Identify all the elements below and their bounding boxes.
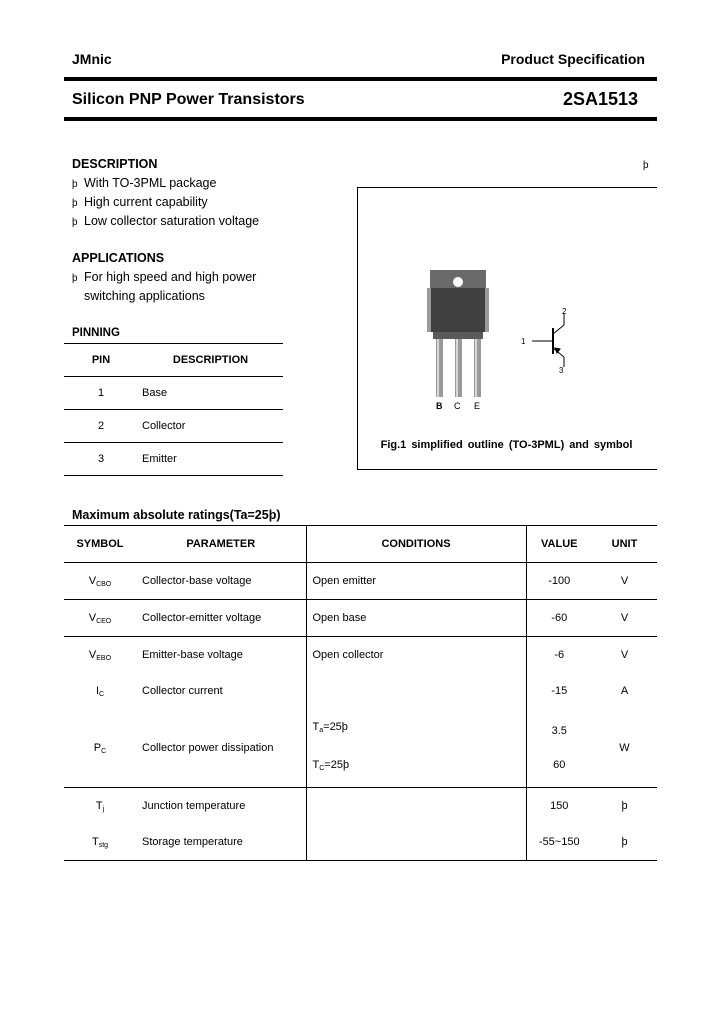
conditions-cell: Open collector: [306, 637, 526, 674]
unit-cell: A: [620, 685, 629, 697]
symbol-cell: $V_{CEO}$: [64, 600, 136, 637]
figure-caption: Fig.1 simplified outline (TO-3PML) and symbol: [380, 439, 633, 451]
value-cell: -55~150: [526, 824, 592, 861]
table-row: [64, 410, 283, 443]
symbol-cell: $V_{CBO}$: [64, 563, 136, 600]
conditions-cell: $T_a=25þ$ $T_C=25þ$: [306, 709, 526, 788]
ratings-table: [64, 525, 657, 861]
value-cell: -60: [526, 600, 592, 637]
symbol-cell: $T_j$: [95, 799, 105, 813]
parameter-cell: Collector power dissipation: [136, 709, 306, 788]
unit-cell: þ: [621, 800, 628, 812]
header-rule-top: [64, 77, 657, 81]
symbol-pin-1: 1: [521, 337, 526, 346]
pin-number: 1: [64, 377, 138, 410]
symbol-cell: $T_{stg}$: [64, 824, 136, 861]
description-heading: DESCRIPTION: [72, 157, 158, 171]
conditions-cell: [306, 673, 526, 709]
parameter-cell: Junction temperature: [142, 800, 246, 812]
description-item: þ High current capability: [72, 195, 208, 209]
bullet-glyph: þ: [72, 198, 78, 209]
unit-cell: V: [620, 649, 629, 661]
header-rule-bottom: [64, 117, 657, 121]
description-column-header: DESCRIPTION: [138, 344, 283, 377]
lead-label-collector: C: [454, 401, 461, 411]
table-header-row: [64, 526, 657, 563]
conditions-cell: [306, 788, 526, 825]
applications-heading: APPLICATIONS: [72, 251, 165, 265]
table-row: [64, 709, 657, 788]
value-cell: 3.5 60: [526, 709, 592, 788]
symbol-pin-3: 3: [559, 366, 564, 375]
parameter-cell: Collector-emitter voltage: [136, 600, 306, 637]
applications-item: þ For high speed and high power: [72, 270, 257, 284]
ratings-title: Maximum absolute ratings(Ta=25þ): [72, 508, 281, 522]
pin-column-header: PIN: [64, 344, 138, 377]
unit-cell: þ: [592, 824, 657, 861]
figure-drawing: [357, 187, 656, 437]
conditions-cell: [306, 824, 526, 861]
symbol-pin-2: 2: [562, 307, 567, 316]
table-row: [64, 673, 657, 709]
value-column-header: VALUE: [526, 526, 592, 563]
table-row: [64, 443, 283, 476]
table-row: [64, 600, 657, 637]
symbol-column-header: SYMBOL: [64, 526, 136, 563]
symbol-cell: $V_{EBO}$: [88, 648, 112, 662]
table-row: [64, 824, 657, 861]
value-cell: -100: [526, 563, 592, 600]
document-type: Product Specification: [501, 51, 645, 67]
conditions-cell: Open emitter: [306, 563, 526, 600]
conditions-cell: Open base: [306, 600, 526, 637]
unit-cell: W: [592, 709, 657, 788]
parameter-cell: Collector-base voltage: [136, 563, 306, 600]
page-title: Silicon PNP Power Transistors: [72, 91, 305, 108]
parameter-cell: Collector current: [142, 685, 223, 697]
applications-item-continued: switching applications: [84, 289, 205, 303]
parameter-cell: Storage temperature: [136, 824, 306, 861]
company-name: JMnic: [72, 51, 112, 67]
parameter-cell: Emitter-base voltage: [142, 649, 243, 661]
unit-cell: V: [592, 563, 657, 600]
part-number: 2SA1513: [562, 89, 638, 109]
value-cell: 150: [526, 788, 592, 825]
table-row: [64, 788, 657, 825]
parameter-column-header: PARAMETER: [136, 526, 306, 563]
description-item: þ Low collector saturation voltage: [72, 214, 260, 228]
bullet-glyph: þ: [72, 179, 78, 190]
conditions-column-header: CONDITIONS: [306, 526, 526, 563]
value-cell: -15: [526, 673, 592, 709]
pin-number: 2: [64, 410, 138, 443]
bullet-glyph: þ: [72, 217, 78, 228]
table-row: [64, 563, 657, 600]
stray-glyph: þ: [643, 160, 649, 171]
package-outline: [427, 270, 489, 397]
symbol-cell: $P_C$: [64, 709, 136, 788]
pnp-transistor-symbol: [532, 313, 564, 367]
value-cell: -6: [526, 637, 592, 674]
lead-label-emitter: E: [474, 401, 481, 411]
description-item: þ With TO-3PML package: [72, 176, 217, 190]
table-row: [64, 637, 657, 674]
pin-description: Collector: [138, 410, 283, 443]
pin-description: Emitter: [138, 443, 283, 476]
pinning-table: [64, 343, 283, 476]
unit-column-header: UNIT: [592, 526, 657, 563]
symbol-cell: $I_C$: [95, 684, 105, 698]
table-row: [64, 377, 283, 410]
bullet-glyph: þ: [72, 273, 78, 284]
pin-number: 3: [64, 443, 138, 476]
lead-label-base: B: [436, 401, 443, 411]
pinning-heading: PINNING: [72, 327, 120, 339]
pin-description: Base: [138, 377, 283, 410]
unit-cell: V: [592, 600, 657, 637]
